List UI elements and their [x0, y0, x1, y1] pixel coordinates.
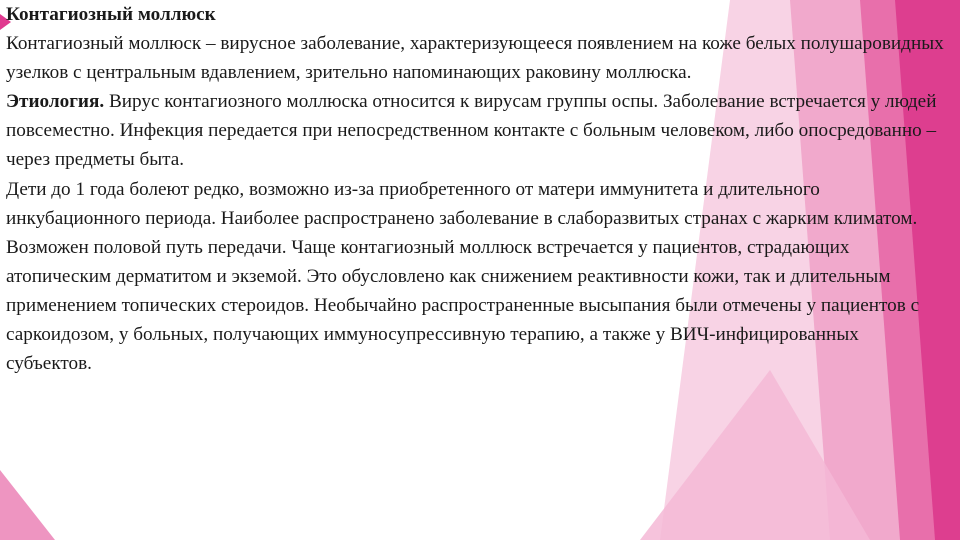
bg-shape-bottom-left	[0, 470, 55, 540]
slide-body	[6, 0, 946, 378]
paragraph-definition: Контагиозный моллюск – вирусное заболевание, характеризующееся появлением на коже белых полушаровидных узелков с центральным вдавлением, зрительно напоминающих раковину моллюска.	[6, 33, 944, 84]
paragraph-etiology	[6, 87, 946, 174]
etiology-heading: Этиология.	[6, 91, 105, 113]
paragraph-epidemiology: Дети до 1 года болеют редко, возможно из-за приобретенного от матери иммунитета и длительного инкубационного периода. Наиболее распространено заболевание в слаборазвитых странах с жарким климатом. Возможен половой путь передачи. Чаще контагиозный моллюск встречается у пациентов, страдающих атопическим дерматитом и экземой. Это обусловлено как снижением реактивности кожи, так и длительным применением топических стероидов. Необычайно распространенные высыпания были отмечены у пациентов с саркоидозом, у больных, получающих иммуносупрессивную терапию, а также у ВИЧ-инфицированных субъектов.	[6, 178, 920, 375]
etiology-text: Вирус контагиозного моллюска относится к вирусам группы оспы. Заболевание встречается у людей повсеместно. Инфекция передается при непосредственном контакте с больным человеком, либо опосредованно – через предметы быта.	[6, 91, 937, 171]
slide-title: Контагиозный моллюск	[6, 4, 216, 25]
